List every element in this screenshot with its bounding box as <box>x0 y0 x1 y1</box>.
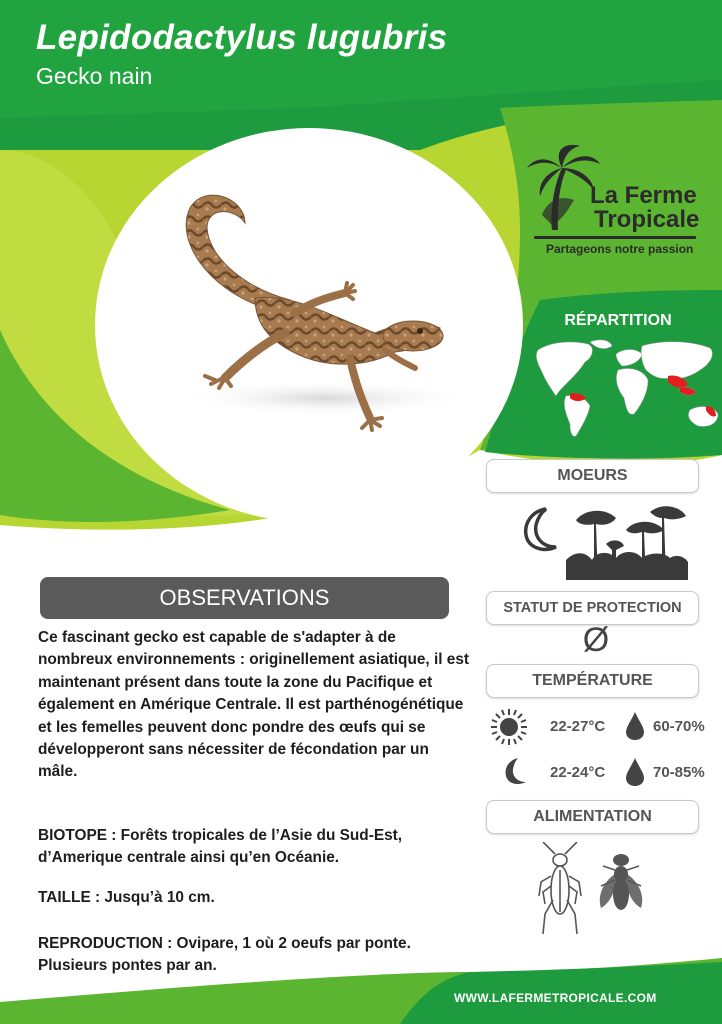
brand-logo[interactable] <box>522 140 722 265</box>
temperature-heading <box>486 664 699 698</box>
observations-heading <box>40 577 449 619</box>
rainforest-icon <box>566 500 688 580</box>
observations-paragraph: Ce fascinant gecko est capable de s'adapter à de nombreux environnements : originellement asiatique, il est maintenant présent dans toute la zone du Pacifique et également en Amérique Centrale. Il est parthénogénétique et les femelles peuvent donc pondre des œufs qui se développeront sans nécessiter de fécondation par un mâle. <box>38 629 470 781</box>
taille-section <box>38 887 470 909</box>
moeurs-heading <box>486 459 699 493</box>
day-humidity: 60-70% <box>653 718 705 735</box>
temperature-label: TEMPÉRATURE <box>532 672 653 689</box>
protection-value: Ø <box>582 621 610 659</box>
day-humidity-drop-icon <box>625 711 645 741</box>
alimentation-label: ALIMENTATION <box>533 808 652 825</box>
night-moon-icon <box>500 756 528 786</box>
observations-heading-label: OBSERVATIONS <box>159 585 330 610</box>
protection-label: STATUT DE PROTECTION <box>503 600 682 616</box>
biotope-text: Forêts tropicales de l’Asie du Sud-Est, d’Amerique centrale ainsi qu’en Océanie. <box>38 827 403 867</box>
reproduction-section <box>38 933 470 978</box>
logo-line-1: La Ferme <box>590 182 697 209</box>
night-humidity: 70-85% <box>653 764 705 781</box>
biotope-label: BIOTOPE : <box>38 827 117 844</box>
moon-icon <box>516 505 564 553</box>
gecko-illustration <box>95 128 523 522</box>
taille-label: TAILLE : <box>38 889 101 906</box>
reproduction-label: REPRODUCTION : <box>38 935 173 952</box>
alimentation-heading <box>486 800 699 834</box>
sun-icon <box>490 708 528 746</box>
biotope-section <box>38 825 470 870</box>
taille-text: Jusqu’à 10 cm. <box>104 889 215 906</box>
world-distribution-map <box>530 336 722 442</box>
gecko-photo <box>95 128 523 522</box>
day-temperature: 22-27°C <box>550 718 606 735</box>
cricket-icon <box>537 842 583 934</box>
repartition-heading: RÉPARTITION <box>564 312 672 329</box>
page-subtitle: Gecko nain <box>36 63 153 89</box>
reproduction-text: Ovipare, 1 où 2 oeufs par ponte. Plusieurs pontes par an. <box>38 935 411 975</box>
moeurs-label: MOEURS <box>557 467 628 484</box>
logo-tagline: Partageons notre passion <box>546 242 694 256</box>
page-title: Lepidodactylus lugubris <box>36 18 448 57</box>
logo-line-2: Tropicale <box>594 206 700 233</box>
website-link[interactable]: WWW.LAFERMETROPICALE.COM <box>454 991 657 1005</box>
fly-icon <box>597 852 645 916</box>
night-humidity-drop-icon <box>625 757 645 787</box>
night-temperature: 22-24°C <box>550 764 606 781</box>
